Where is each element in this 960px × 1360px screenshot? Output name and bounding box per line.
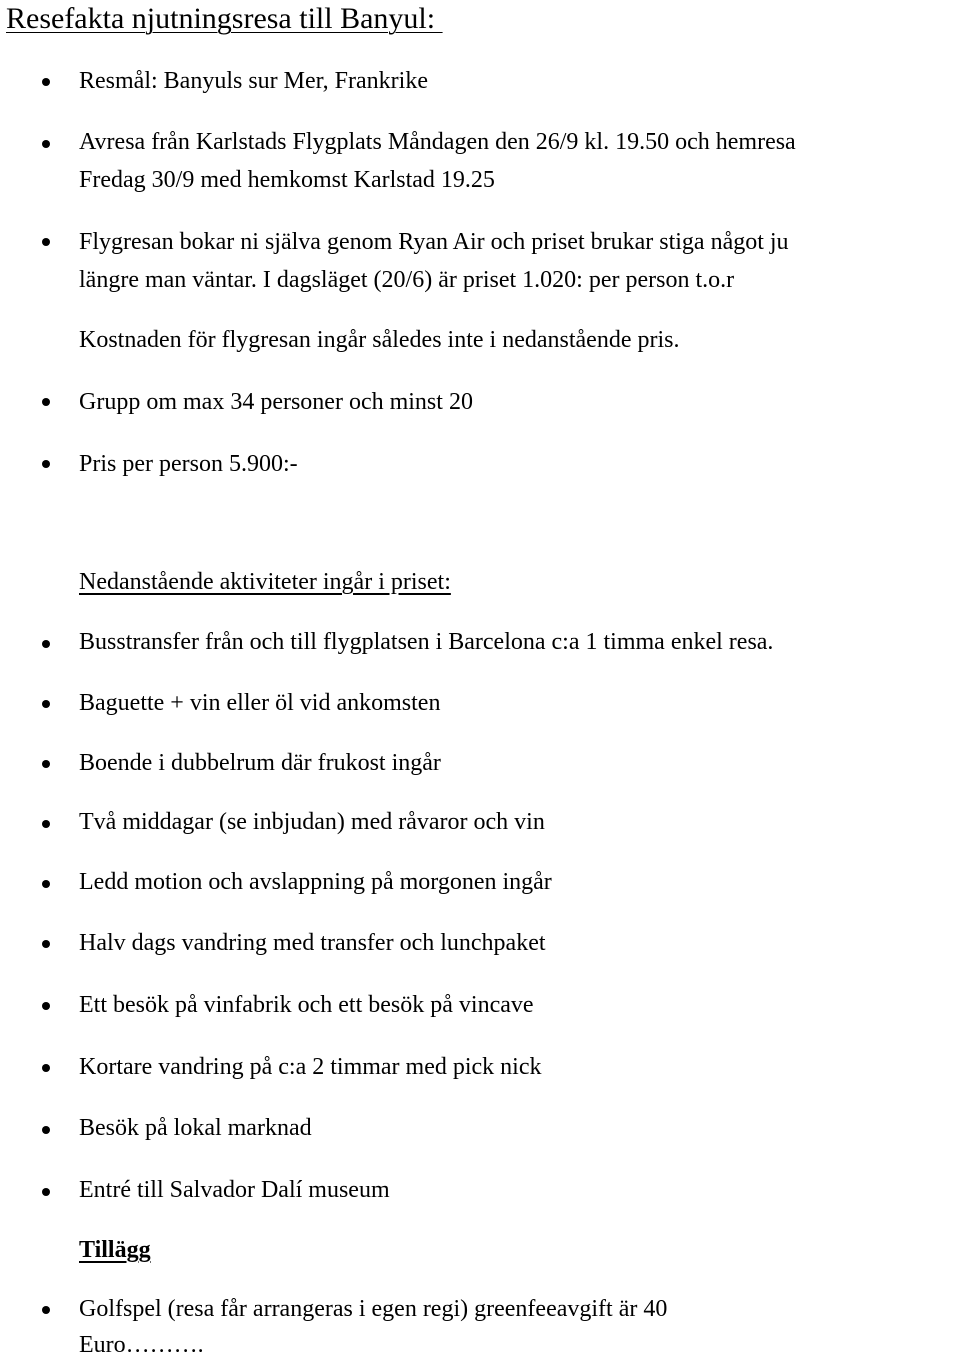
bullet-icon <box>42 760 50 768</box>
fact-flygresa-line-1: Flygresan bokar ni själva genom Ryan Air och priset brukar stiga något ju <box>79 229 789 255</box>
bullet-icon <box>42 940 50 948</box>
addition-line-1: Golfspel (resa får arrangeras i egen regi) greenfeeavgift är 40 <box>79 1296 668 1322</box>
activity-item: Kortare vandring på c:a 2 timmar med pick nick <box>79 1054 542 1080</box>
fact-pris: Pris per person 5.900:- <box>79 451 298 477</box>
fact-resmal: Resmål: Banyuls sur Mer, Frankrike <box>79 68 428 94</box>
bullet-icon <box>42 1002 50 1010</box>
bullet-icon <box>42 880 50 888</box>
activity-item: Ledd motion och avslappning på morgonen ingår <box>79 869 552 895</box>
addition-heading: Tillägg <box>79 1237 151 1263</box>
activity-item: Två middagar (se inbjudan) med råvaror och vin <box>79 809 545 835</box>
bullet-icon <box>42 1126 50 1134</box>
fact-flygresa-line-2: längre man väntar. I dagsläget (20/6) är priset 1.020: per person t.o.r <box>79 267 735 293</box>
activity-item: Ett besök på vinfabrik och ett besök på vincave <box>79 992 534 1018</box>
bullet-icon <box>42 1188 50 1196</box>
bullet-icon <box>42 238 50 246</box>
activities-heading: Nedanstående aktiviteter ingår i priset: <box>79 569 451 595</box>
bullet-icon <box>42 140 50 148</box>
fact-avresa-line-2: Fredag 30/9 med hemkomst Karlstad 19.25 <box>79 167 495 193</box>
bullet-icon <box>42 78 50 86</box>
activity-item: Boende i dubbelrum där frukost ingår <box>79 750 441 776</box>
bullet-icon <box>42 700 50 708</box>
activity-item: Halv dags vandring med transfer och lunchpaket <box>79 930 546 956</box>
activity-item: Entré till Salvador Dalí museum <box>79 1177 390 1203</box>
bullet-icon <box>42 820 50 828</box>
document-title: Resefakta njutningsresa till Banyul: <box>6 2 443 35</box>
fact-grupp: Grupp om max 34 personer och minst 20 <box>79 389 473 415</box>
bullet-icon <box>42 398 50 406</box>
fact-avresa-line-1: Avresa från Karlstads Flygplats Måndagen den 26/9 kl. 19.50 och hemresa <box>79 129 796 155</box>
bullet-icon <box>42 1306 50 1314</box>
addition-line-2: Euro………. <box>79 1332 204 1358</box>
bullet-icon <box>42 640 50 648</box>
activity-item: Busstransfer från och till flygplatsen i Barcelona c:a 1 timma enkel resa. <box>79 629 774 655</box>
bullet-icon <box>42 1064 50 1072</box>
fact-kostnad: Kostnaden för flygresan ingår således inte i nedanstående pris. <box>79 327 680 353</box>
bullet-icon <box>42 460 50 468</box>
activity-item: Besök på lokal marknad <box>79 1115 312 1141</box>
activity-item: Baguette + vin eller öl vid ankomsten <box>79 690 441 716</box>
